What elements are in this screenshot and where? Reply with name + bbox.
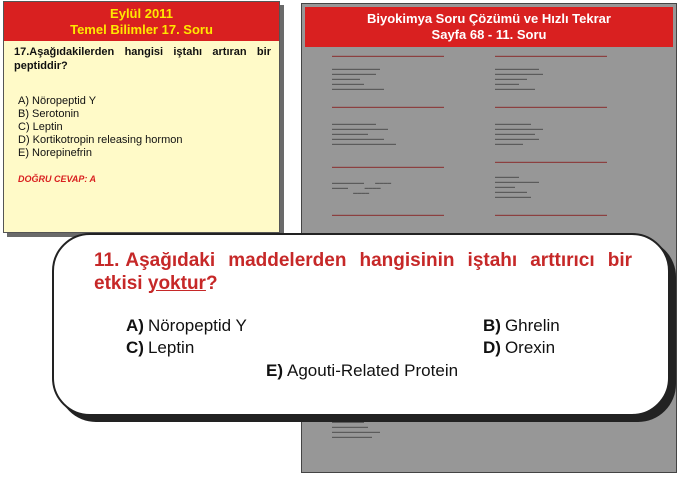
- source-option-b: B) Serotonin: [18, 108, 80, 120]
- book-title: Biyokimya Soru Çözümü ve Hızlı Tekrar: [367, 11, 611, 26]
- option-d: [483, 338, 555, 358]
- option-b-letter: B): [483, 316, 501, 335]
- option-d-letter: D): [483, 338, 501, 357]
- option-c: [126, 338, 194, 358]
- exam-section: Temel Bilimler 17. Soru: [70, 22, 213, 37]
- correct-answer: DOĞRU CEVAP: A: [18, 174, 97, 184]
- source-options-list: [4, 73, 279, 160]
- option-a: [126, 316, 247, 336]
- question-negation: yoktur: [147, 273, 206, 294]
- option-e-text: Agouti-Related Protein: [287, 361, 459, 380]
- source-question-text: 17.Aşağıdakilerden hangisi iştahı artıran bir peptiddir?: [14, 46, 271, 72]
- source-option-d: D) Kortikotropin releasing hormon: [18, 134, 183, 146]
- book-page-header: [305, 7, 673, 47]
- exam-date: Eylül 2011: [110, 6, 173, 21]
- option-e-letter: E): [266, 361, 283, 380]
- source-option-a: A) Nöropeptid Y: [18, 95, 97, 107]
- source-question-card: [3, 1, 280, 233]
- question-number: 11.: [94, 250, 120, 271]
- option-b-text: Ghrelin: [504, 316, 560, 335]
- question-mark: ?: [205, 273, 218, 294]
- option-d-text: Orexin: [504, 338, 556, 357]
- question-main: Aşağıdaki maddelerden hangisinin iştahı arttırıcı bir etkisi: [94, 250, 632, 294]
- option-a-letter: A): [126, 316, 144, 335]
- source-option-e: E) Norepinefrin: [18, 147, 92, 159]
- zoomed-question-text: [94, 249, 632, 295]
- zoomed-question-callout: [52, 233, 670, 416]
- option-c-text: Leptin: [147, 338, 195, 357]
- option-a-text: Nöropeptid Y: [147, 316, 247, 335]
- book-page-card: Biyokimya Soru Çözümü ve Hızlı Tekrar Sayfa 68 - 11. Soru ▬▬▬▬▬▬▬▬▬▬▬▬▬▬▬▬▬▬▬▬▬▬▬▬▬▬▬▬ ▬▬▬▬▬▬▬▬▬▬▬▬▬▬▬▬▬▬▬▬▬▬▬▬▬▬▬▬ ▬▬▬▬▬▬▬▬▬▬▬▬ ▬▬▬▬▬▬▬▬▬▬▬ ▬▬▬▬▬▬▬ ▬▬▬▬▬▬▬▬ ▬▬▬▬▬▬▬▬▬▬▬▬▬ ▬▬▬▬▬▬▬▬▬▬▬ ▬▬▬▬▬▬▬▬▬▬▬▬ ▬▬▬▬▬▬▬▬ ▬▬▬▬▬▬ ▬▬▬▬▬▬▬▬▬▬ ▬▬▬▬▬▬▬▬▬▬▬▬▬▬▬▬▬▬▬▬▬▬▬▬▬▬▬▬ ▬▬▬▬▬▬▬▬▬▬▬▬▬▬▬▬▬▬▬▬▬▬▬▬▬▬▬▬ ▬▬▬▬▬▬▬▬▬▬▬ ▬▬▬▬▬▬▬▬▬▬▬▬▬▬ ▬▬▬▬▬▬▬▬▬ ▬▬▬▬▬▬▬▬▬▬▬▬▬ ▬▬▬▬▬▬▬▬▬▬▬▬▬▬▬▬ ▬▬▬▬▬▬▬▬▬ ▬▬▬▬▬▬▬▬▬▬▬▬ ▬▬▬▬▬▬▬▬▬▬ ▬▬▬▬▬▬▬▬▬▬▬ ▬▬▬▬▬▬▬ ▬▬▬▬▬▬▬▬▬▬▬▬▬▬▬▬▬▬▬▬▬▬▬▬▬▬▬▬ ▬▬▬▬▬▬▬▬▬▬▬▬▬▬▬▬▬▬▬▬▬▬▬▬▬▬▬▬ ▬▬▬▬▬▬▬▬ ▬▬▬▬ ▬▬▬▬ ▬▬▬▬ ▬▬▬▬ ▬▬▬▬▬▬ ▬▬▬▬▬▬▬▬▬▬▬ ▬▬▬▬▬ ▬▬▬▬▬▬▬▬ ▬▬▬▬▬▬▬▬▬ ▬▬▬▬▬▬▬▬▬▬▬▬▬▬▬▬▬▬▬▬▬▬▬▬▬▬▬▬ ▬▬▬▬▬▬▬▬▬▬▬▬▬▬▬▬▬▬▬▬▬▬▬▬▬▬▬▬ ▬▬▬▬▬▬▬▬ ▬▬▬▬▬▬▬▬▬ ▬▬▬▬▬▬▬▬▬▬▬▬ ▬▬▬▬▬▬▬▬▬▬: [301, 3, 677, 473]
- option-b: [483, 316, 560, 336]
- option-e: [266, 361, 458, 381]
- option-c-letter: C): [126, 338, 144, 357]
- source-option-c: C) Leptin: [18, 121, 63, 133]
- book-page-ref: Sayfa 68 - 11. Soru: [431, 27, 547, 42]
- source-header: [4, 2, 279, 41]
